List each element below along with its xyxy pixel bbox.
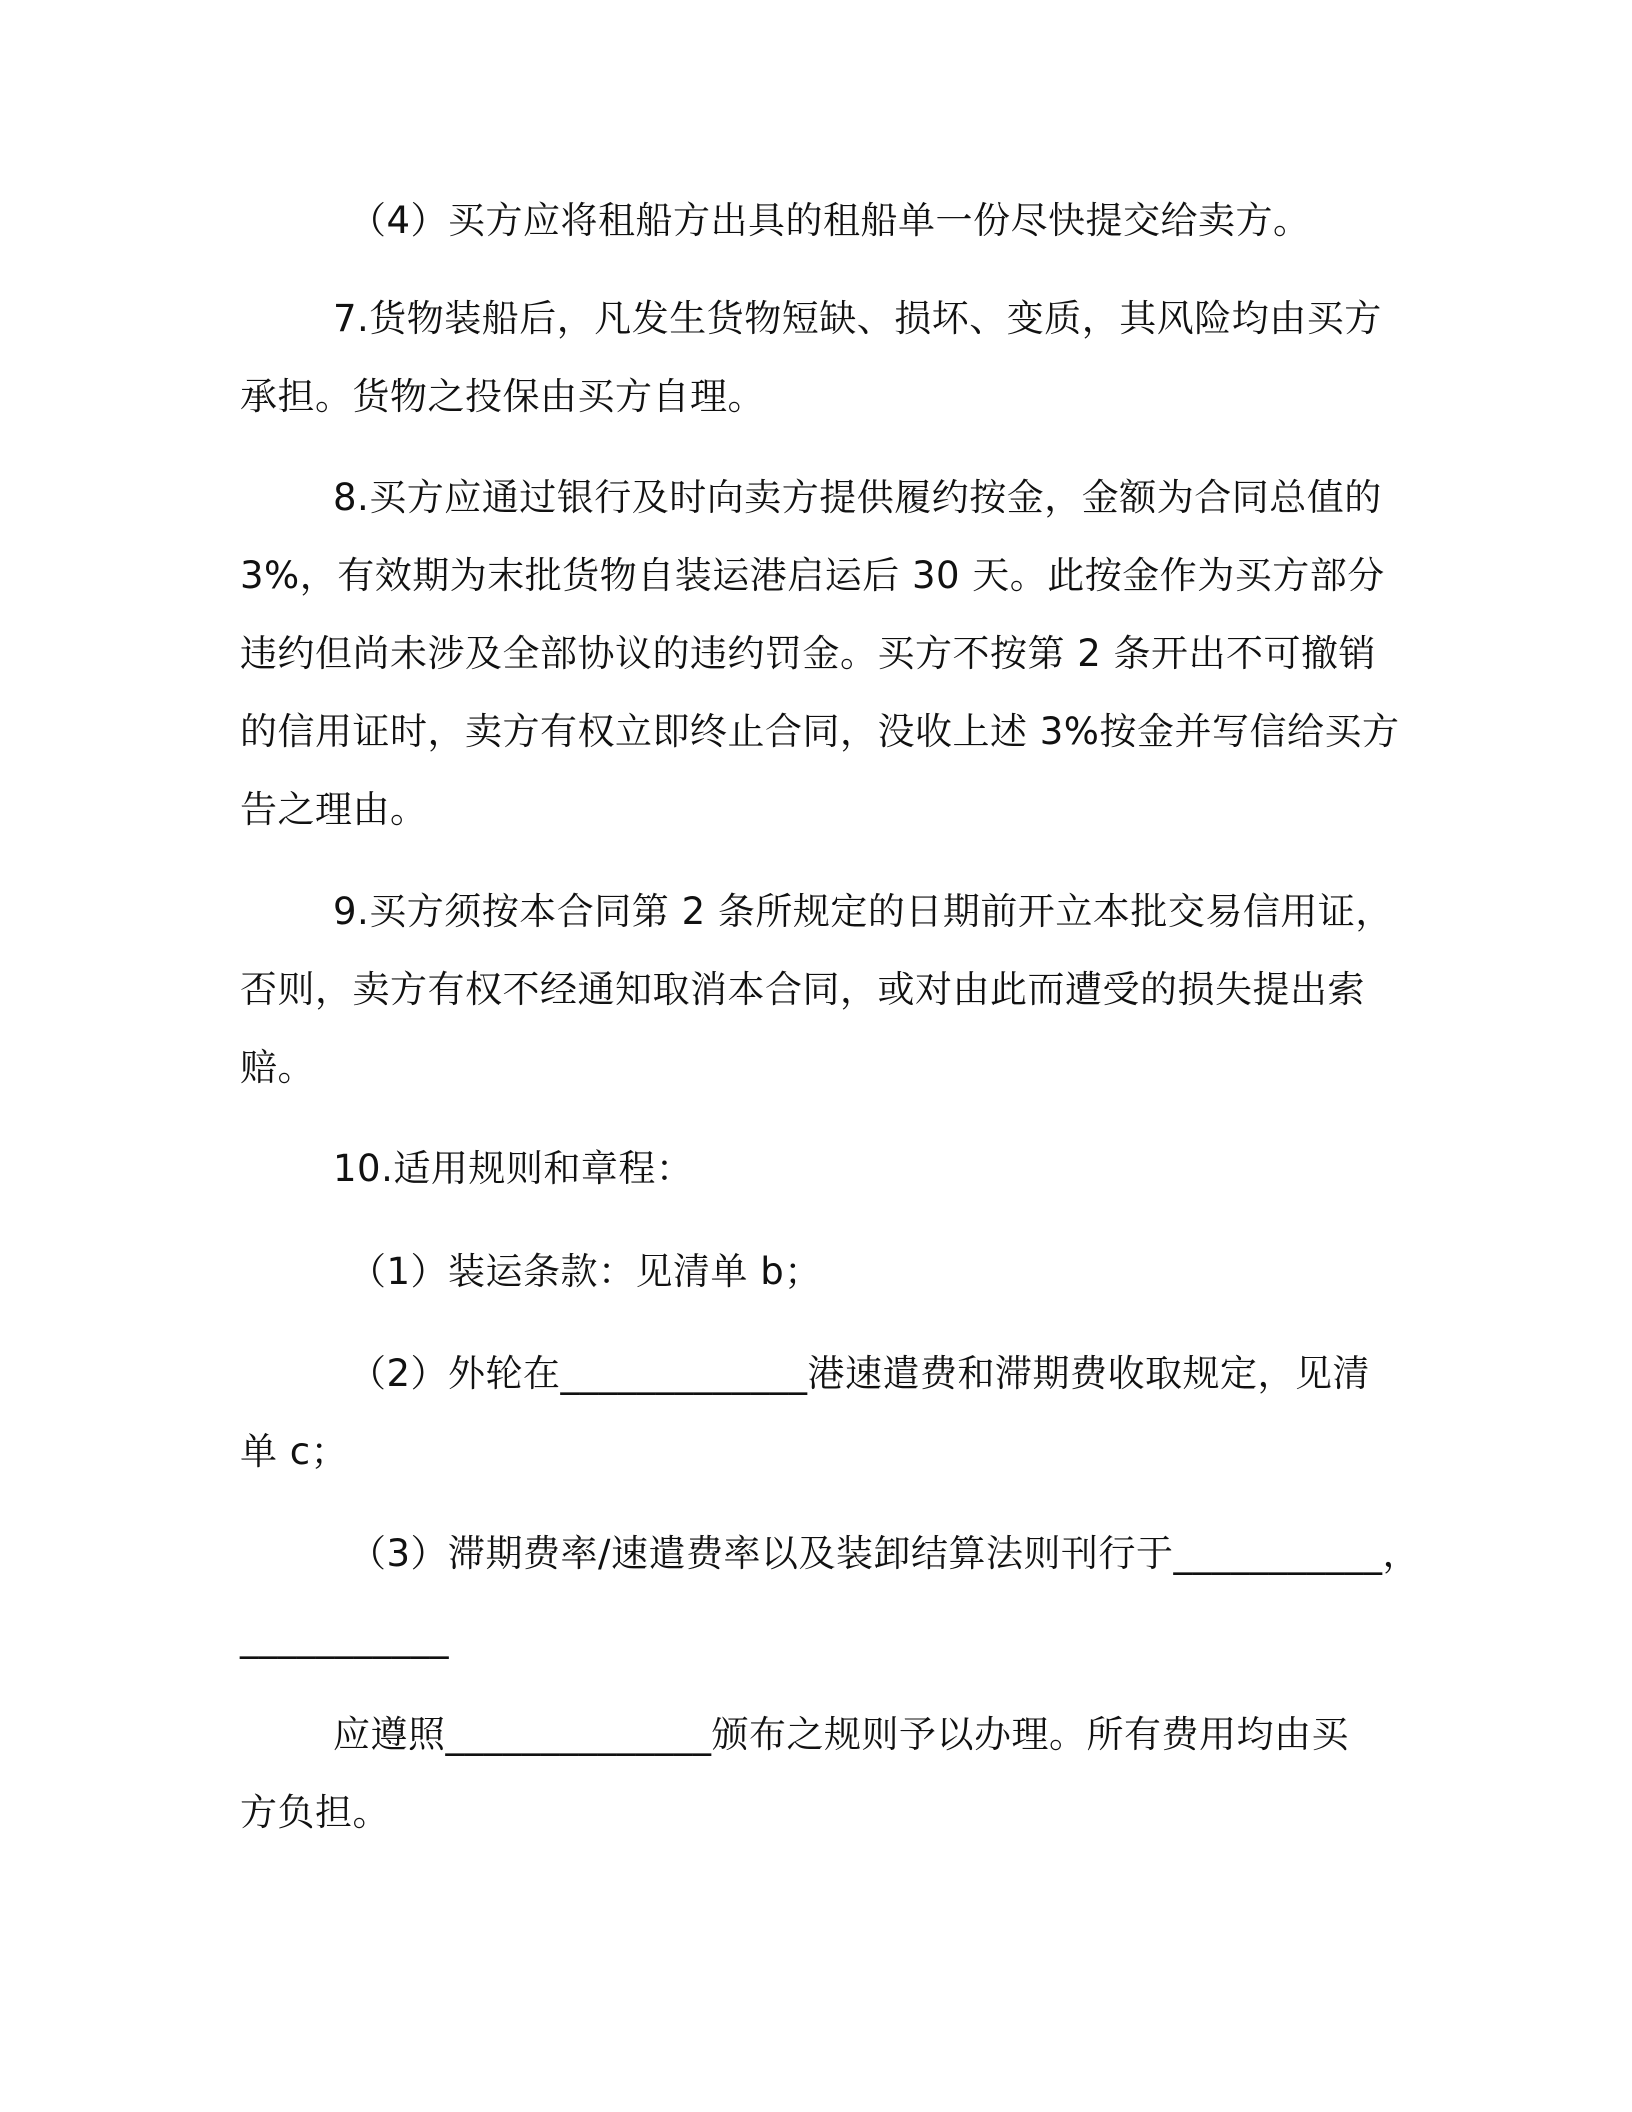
clause-10-item-3-blank: ___________	[240, 1616, 449, 1659]
clause-7-line-2: 承担。货物之投保由买方自理。	[240, 375, 765, 418]
clause-8-line-4: 的信用证时，卖方有权立即终止合同，没收上述 3%按金并写信给买方	[240, 710, 1400, 753]
clause-10-item-2-line-2: 单 c；	[240, 1430, 349, 1473]
clause-9-line-1: 9.买方须按本合同第 2 条所规定的日期前开立本批交易信用证，	[333, 890, 1393, 933]
clause-10-item-2-line-1: （2）外轮在_____________港速遣费和滞期费收取规定，见清	[349, 1352, 1371, 1395]
clause-8-line-1: 8.买方应通过银行及时向卖方提供履约按金，金额为合同总值的	[333, 476, 1382, 519]
clause-7-line-1: 7.货物装船后，凡发生货物短缺、损坏、变质，其风险均由买方	[333, 297, 1382, 340]
clause-9-line-2: 否则，卖方有权不经通知取消本合同，或对由此而遭受的损失提出索	[240, 968, 1365, 1011]
clause-9-line-3: 赔。	[240, 1046, 315, 1089]
clause-10-item-1: （1）装运条款：见清单 b；	[349, 1250, 822, 1293]
clause-10-item-3-line-1: （3）滞期费率/速遣费率以及装卸结算法则刊行于___________，	[349, 1532, 1421, 1575]
clause-10-item-3-line-2: 应遵照______________颁布之规则予以办理。所有费用均由买	[333, 1713, 1349, 1756]
clause-8-line-2: 3%，有效期为末批货物自装运港启运后 30 天。此按金作为买方部分	[240, 554, 1385, 597]
clause-6-item-4: （4）买方应将租船方出具的租船单一份尽快提交给卖方。	[349, 199, 1311, 242]
clause-8-line-5: 告之理由。	[240, 788, 428, 831]
clause-10-item-3-line-3: 方负担。	[240, 1791, 390, 1834]
clause-8-line-3: 违约但尚未涉及全部协议的违约罚金。买方不按第 2 条开出不可撤销	[240, 632, 1377, 675]
clause-10-heading: 10.适用规则和章程：	[333, 1147, 694, 1190]
